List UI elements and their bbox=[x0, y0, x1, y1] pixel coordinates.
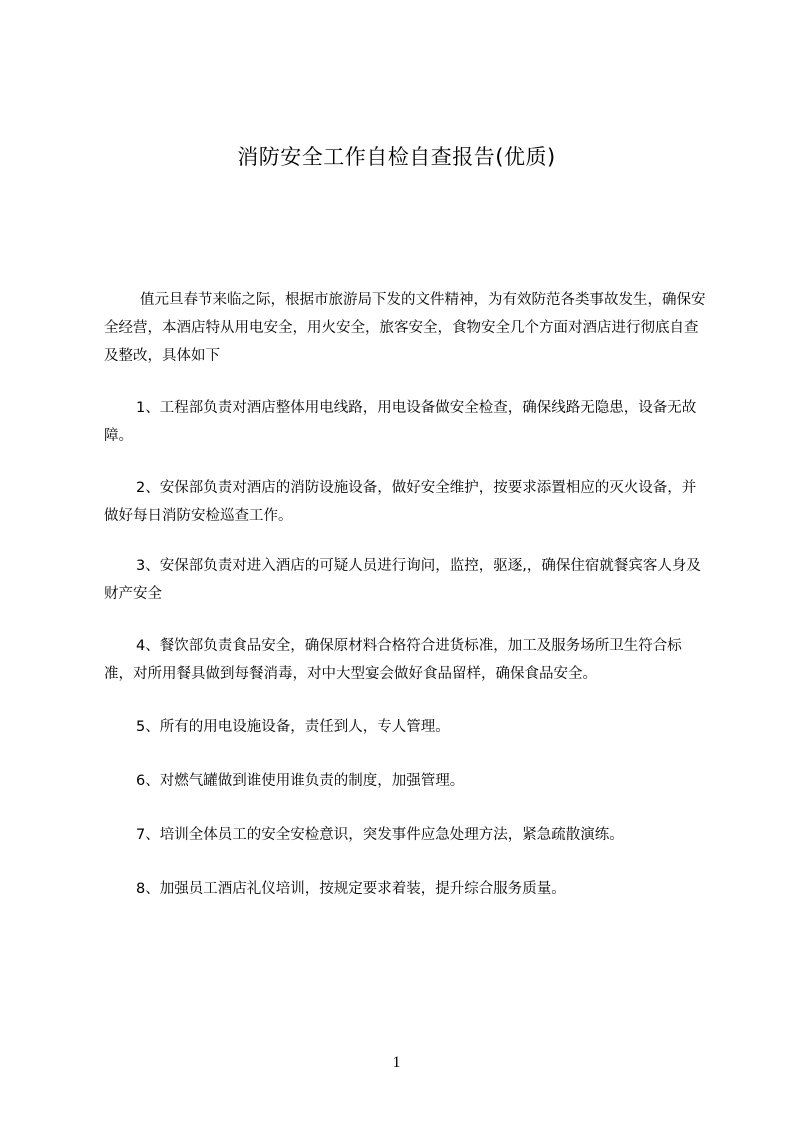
list-item: 8、加强员工酒店礼仪培训，按规定要求着装，提升综合服务质量。 bbox=[136, 881, 566, 897]
list-item: 1、工程部负责对酒店整体用电线路，用电设备做安全检查，确保线路无隐患，设备无故障。 bbox=[104, 400, 697, 444]
list-item: 2、安保部负责对酒店的消防设施设备，做好安全维护，按要求添置相应的灭火设备，并做好每日消防安检巡查工作。 bbox=[104, 480, 697, 524]
list-item: 4、餐饮部负责食品安全，确保原材料合格符合进货标准，加工及服务场所卫生符合标准，对所用餐具做到每餐消毒，对中大型宴会做好食品留样，确保食品安全。 bbox=[104, 638, 682, 682]
list-item: 6、对燃气罐做到谁使用谁负责的制度，加强管理。 bbox=[136, 773, 465, 789]
page-number: 1 bbox=[392, 1054, 401, 1071]
intro-paragraph: 值元旦春节来临之际，根据市旅游局下发的文件精神，为有效防范各类事故发生，确保安全经营，本酒店特从用电安全，用火安全，旅客安全，食物安全几个方面对酒店进行彻底自查及整改，具体如下 bbox=[104, 292, 706, 364]
document-title: 消防安全工作自检自查报告(优质) bbox=[237, 145, 556, 169]
list-item: 7、培训全体员工的安全安检意识，突发事件应急处理方法，紧急疏散演练。 bbox=[136, 827, 624, 843]
list-item: 5、所有的用电设施设备，责任到人，专人管理。 bbox=[136, 719, 450, 735]
list-item: 3、安保部负责对进入酒店的可疑人员进行询问，监控，驱逐,，确保住宿就餐宾客人身及财产安全 bbox=[104, 558, 701, 602]
